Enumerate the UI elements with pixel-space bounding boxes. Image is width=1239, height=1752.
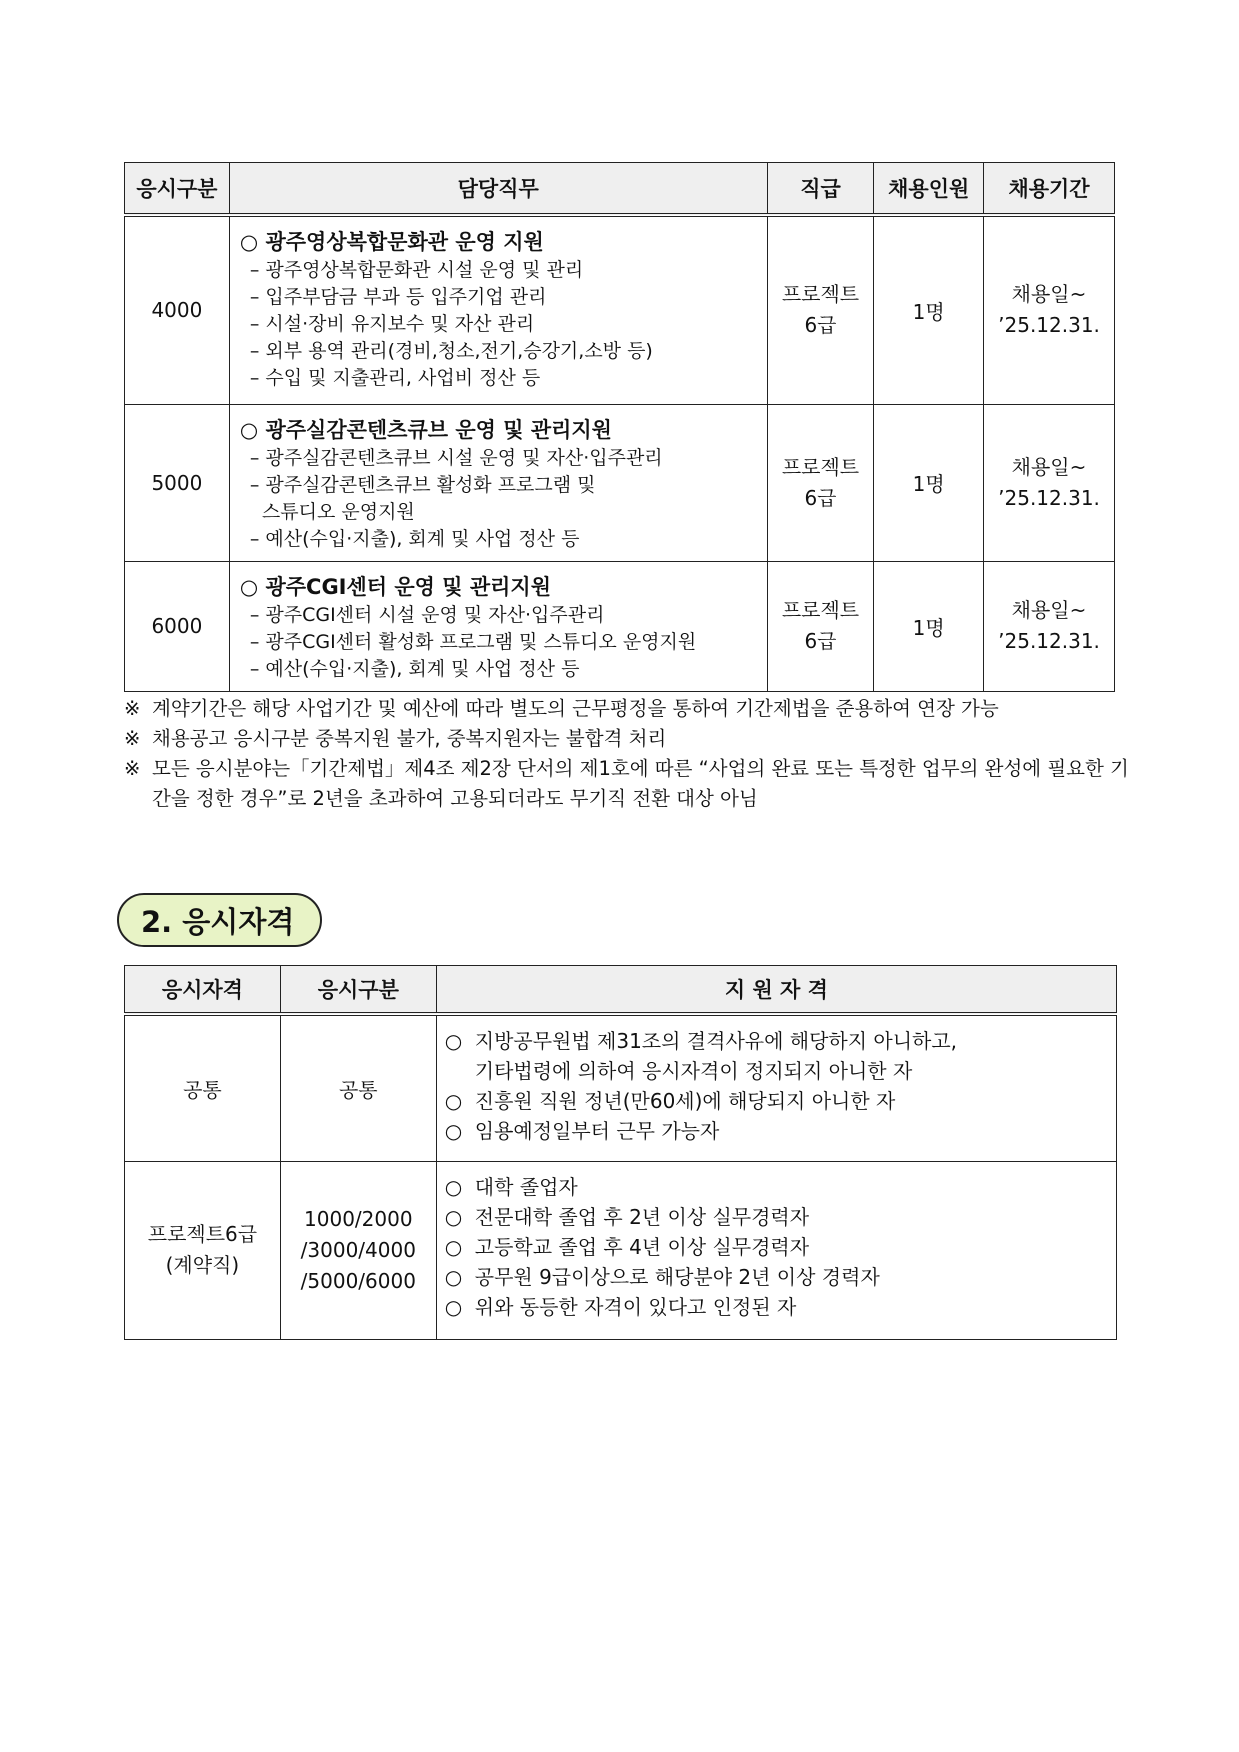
note-mark: ※ — [124, 757, 141, 780]
circle-bullet: ○ — [444, 1294, 463, 1319]
requirement-item — [445, 1292, 1108, 1322]
period-line: ’25.12.31. — [998, 629, 1100, 653]
qualification-cell — [125, 1161, 281, 1339]
requirements-cell — [436, 1161, 1116, 1339]
grade-cell — [767, 561, 874, 691]
note-text: 모든 응시분야는「기간제법」제4조 제2장 단서의 제1호에 따른 “사업의 완료 또는 특정한 업무의 완성에 필요한 기간을 정한 경우”로 2년을 초과하여 고용되더라도 무기직 전환 대상 아님 — [152, 757, 1129, 810]
period-line: 채용일~ — [1011, 454, 1087, 479]
grade-line: 프로젝트 — [781, 454, 860, 479]
qualification-cell: 공통 — [125, 1014, 281, 1161]
duty-item: – 외부 용역 관리(경비,청소,전기,승강기,소방 등) — [249, 340, 653, 362]
recruitment-table — [124, 162, 1115, 692]
circle-bullet: ○ — [444, 1029, 463, 1053]
duty-cell — [229, 561, 767, 691]
code-line: /5000/6000 — [300, 1268, 416, 1293]
duty-item: – 입주부담금 부과 등 입주기업 관리 — [249, 286, 547, 308]
grade-line: 6급 — [804, 485, 837, 510]
grade-line: 6급 — [804, 629, 837, 653]
requirement-item — [445, 1086, 1108, 1116]
duty-cell — [229, 215, 767, 404]
grade-cell — [767, 215, 874, 404]
requirement-item — [445, 1116, 1108, 1146]
table-header-row — [125, 163, 1115, 216]
table-row — [125, 1014, 1117, 1161]
requirement-text: 지방공무원법 제31조의 결격사유에 해당하지 아니하고, 기타법령에 의하여 응시자격이 정지되지 아니한 자 — [474, 1029, 958, 1083]
qualification-line: (계약직) — [165, 1253, 240, 1277]
duty-item: – 예산(수입·지출), 회계 및 사업 정산 등 — [249, 657, 580, 680]
duty-item: – 수입 및 지출관리, 사업비 정산 등 — [249, 367, 541, 389]
code-line: 1000/2000 — [304, 1206, 413, 1231]
code-cell: 공통 — [280, 1014, 436, 1161]
section-title: 2. 응시자격 — [117, 893, 322, 947]
grade-cell — [767, 404, 874, 561]
duty-cell — [229, 404, 767, 561]
duty-item: – 광주실감콘텐츠큐브 시설 운영 및 자산·입주관리 — [249, 446, 663, 469]
duty-item: – 광주CGI센터 시설 운영 및 자산·입주관리 — [249, 603, 605, 626]
note-text: 계약기간은 해당 사업기간 및 예산에 따라 별도의 근무평정을 통하여 기간제법을 준용하여 연장 가능 — [152, 697, 999, 720]
duty-item: – 광주실감콘텐츠큐브 활성화 프로그램 및 — [249, 473, 596, 496]
period-line: ’25.12.31. — [998, 485, 1100, 510]
period-line: ’25.12.31. — [998, 313, 1100, 338]
header-headcount: 채용인원 — [874, 163, 984, 216]
period-cell — [984, 215, 1115, 404]
requirement-item — [445, 1172, 1108, 1202]
table-row — [125, 404, 1115, 561]
circle-bullet: ○ — [444, 1089, 463, 1113]
qualification-line: 프로젝트6급 — [147, 1222, 258, 1246]
header-duty: 담당직무 — [229, 163, 767, 216]
headcount-cell: 1명 — [874, 215, 984, 404]
requirement-item — [445, 1026, 1108, 1086]
note-item — [124, 754, 1134, 814]
header-code: 응시구분 — [280, 966, 436, 1015]
qualification-table — [124, 965, 1117, 1340]
header-grade: 직급 — [767, 163, 874, 216]
requirement-text: 위와 동등한 자격이 있다고 인정된 자 — [474, 1294, 797, 1319]
note-item — [124, 694, 1134, 724]
header-code: 응시구분 — [125, 163, 230, 216]
grade-line: 6급 — [804, 313, 837, 338]
circle-bullet: ○ — [444, 1204, 463, 1229]
note-mark: ※ — [124, 697, 141, 720]
table-row — [125, 561, 1115, 691]
period-line: 채용일~ — [1011, 598, 1087, 622]
headcount-cell: 1명 — [874, 561, 984, 691]
period-cell — [984, 404, 1115, 561]
grade-line: 프로젝트 — [781, 598, 860, 622]
duty-item: – 광주영상복합문화관 시설 운영 및 관리 — [249, 259, 584, 281]
duty-item: – 광주CGI센터 활성화 프로그램 및 스튜디오 운영지원 — [249, 630, 697, 653]
requirements-cell — [436, 1014, 1116, 1161]
header-qualification: 응시자격 — [125, 966, 281, 1015]
note-item — [124, 724, 1134, 754]
table-row — [125, 215, 1115, 404]
headcount-cell: 1명 — [874, 404, 984, 561]
circle-bullet: ○ — [444, 1264, 463, 1289]
duty-title: ○ 광주영상복합문화관 운영 지원 — [239, 230, 544, 254]
circle-bullet: ○ — [444, 1174, 463, 1199]
code-cell — [280, 1161, 436, 1339]
requirement-text: 전문대학 졸업 후 2년 이상 실무경력자 — [474, 1204, 810, 1229]
requirement-item — [445, 1262, 1108, 1292]
note-mark: ※ — [124, 727, 141, 750]
period-cell — [984, 561, 1115, 691]
notes-block — [124, 694, 1134, 814]
duty-title: ○ 광주실감콘텐츠큐브 운영 및 관리지원 — [239, 417, 612, 442]
code-cell: 6000 — [125, 561, 230, 691]
period-line: 채용일~ — [1011, 282, 1087, 307]
table-row — [125, 1161, 1117, 1339]
code-line: /3000/4000 — [300, 1237, 416, 1262]
note-text: 채용공고 응시구분 중복지원 불가, 중복지원자는 불합격 처리 — [152, 727, 667, 750]
requirement-text: 공무원 9급이상으로 해당분야 2년 이상 경력자 — [474, 1264, 880, 1289]
requirement-text: 대학 졸업자 — [474, 1174, 578, 1199]
circle-bullet: ○ — [444, 1119, 463, 1143]
table-header-row — [125, 966, 1117, 1015]
code-cell: 4000 — [125, 215, 230, 404]
requirement-text: 임용예정일부터 근무 가능자 — [474, 1119, 720, 1143]
duty-item: 스튜디오 운영지원 — [249, 500, 415, 523]
requirement-text: 진흥원 직원 정년(만60세)에 해당되지 아니한 자 — [474, 1089, 896, 1113]
duty-item: – 예산(수입·지출), 회계 및 사업 정산 등 — [249, 527, 580, 550]
requirement-item — [445, 1202, 1108, 1232]
code-cell: 5000 — [125, 404, 230, 561]
header-period: 채용기간 — [984, 163, 1115, 216]
circle-bullet: ○ — [444, 1234, 463, 1259]
requirement-text: 고등학교 졸업 후 4년 이상 실무경력자 — [474, 1234, 810, 1259]
header-requirements: 지 원 자 격 — [436, 966, 1116, 1015]
requirement-item — [445, 1232, 1108, 1262]
duty-title: ○ 광주CGI센터 운영 및 관리지원 — [239, 574, 552, 599]
grade-line: 프로젝트 — [781, 282, 860, 307]
duty-item: – 시설·장비 유지보수 및 자산 관리 — [249, 313, 535, 335]
